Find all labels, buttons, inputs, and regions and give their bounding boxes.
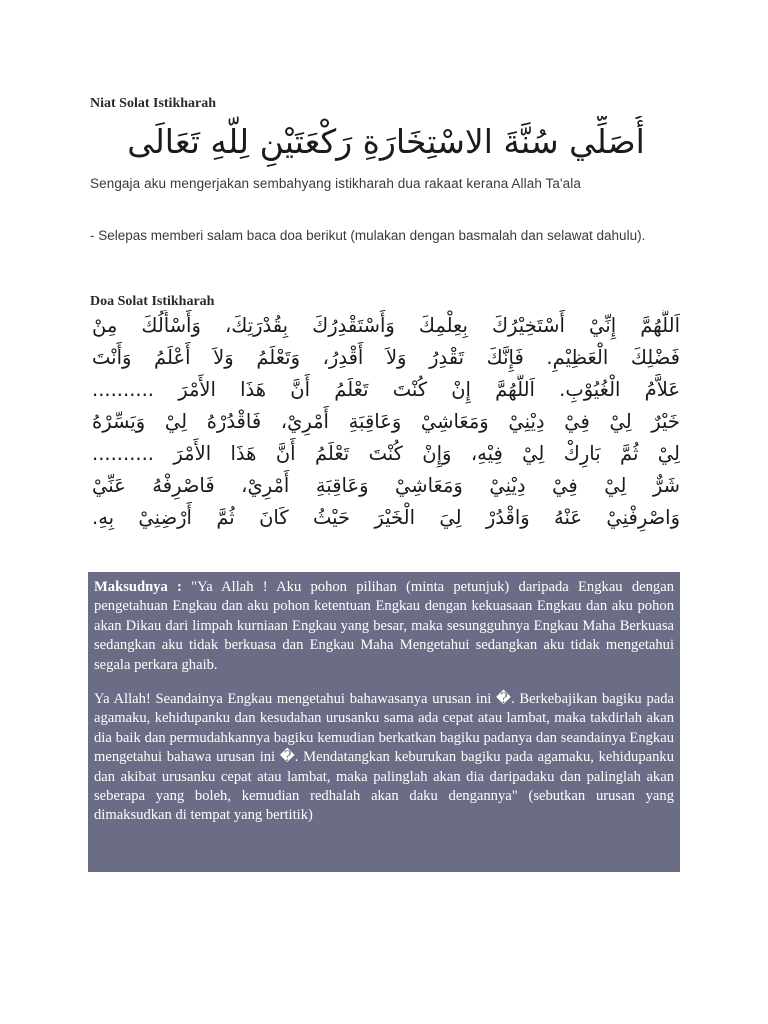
doa-arabic-line: اَللَّهُمَّ إِنِّيْ أَسْتَخِيْرُكَ بِعِلْمِكَ وَأَسْتَقْدِرُكَ بِقُدْرَتِكَ، وَأَسْأَلُكَ مِنْ (92, 314, 680, 337)
niat-heading: Niat Solat Istikharah (90, 96, 217, 111)
doa-arabic-line: عَلاَّمُ الْغُيُوْبِ. اَللَّهُمَّ إِنْ كُنْتَ تَعْلَمُ أَنَّ هَذَا الأَمْرَ .......... (92, 378, 680, 401)
doa-arabic-line: فَضْلِكَ الْعَظِيْمِ. فَإِنَّكَ تَقْدِرُ وَلاَ أَقْدِرُ، وَتَعْلَمُ وَلاَ أَعْلَمُ وَأَنْتَ (92, 346, 680, 369)
doa-arabic-line: خَيْرٌ لِيْ فِيْ دِيْنِيْ وَمَعَاشِيْ وَعَاقِبَةِ أَمْرِيْ، فَاقْدُرْهُ لِيْ وَيَسِّرْهُ (92, 410, 680, 433)
doa-heading: Doa Solat Istikharah (90, 294, 215, 309)
maksud-label: Maksudnya : (94, 579, 182, 595)
doa-arabic-line: شَرٌّ لِيْ فِيْ دِيْنِيْ وَمَعَاشِيْ وَعَاقِبَةِ أَمْرِيْ، فَاصْرِفْهُ عَنِّيْ (92, 474, 680, 497)
doa-instruction: - Selepas memberi salam baca doa berikut (mulakan dengan basmalah dan selawat dahulu). (90, 228, 646, 243)
maksud-box (88, 572, 680, 872)
doa-arabic-line: لِيْ ثُمَّ بَارِكْ لِيْ فِيْهِ، وَإِنْ كُنْتَ تَعْلَمُ أَنَّ هَذَا الأَمْرَ .......... (92, 442, 680, 465)
niat-arabic-text: أُصَلِّي سُنَّةَ الاسْتِخَارَةِ رَكْعَتَيْنِ لِلَّهِ تَعَالَى (127, 122, 645, 161)
maksud-paragraph-1 (94, 578, 674, 675)
maksud-paragraph-2: Ya Allah! Seandainya Engkau mengetahui bahawasanya urusan ini �. Berkebajikan bagiku pada agamaku, kehidupanku dan kesudahan urusanku sama ada cepat atau lambat, maka takdirlah akan dia baik dan permudahkannya bagiku kemudian berkatkan bagiku padanya dan seandainya Engkau mengetahui bahawa urusan ini �. Mendatangkan keburukan bagiku pada agamaku, kehidupanku dan akibat urusanku cepat atau lambat, maka palinglah akan dia daripadaku dan palinglah akan seberapa yang boleh, kemudian redhalah akan daku dengannya" (sebutkan urusan yang dimaksudkan di tempat yang bertitik) (94, 691, 674, 824)
maksud-text-1: "Ya Allah ! Aku pohon pilihan (minta petunjuk) daripada Engkau dengan pengetahuan Engkau dan aku pohon ketentuan Engkau dengan kekuasaan Engkau dan aku pohon akan Dikau dari limpah kurniaan Engkau yang besar, maka sesungguhnya Engkau Maha Berkuasa sedangkan aku tidak berkuasa dan Engkau Maha Mengetahui sedangkan aku tidak mengetahui segala perkara ghaib. (94, 579, 674, 673)
niat-translation: Sengaja aku mengerjakan sembahyang istikharah dua rakaat kerana Allah Ta'ala (90, 176, 581, 191)
doa-arabic-line: وَاصْرِفْنِيْ عَنْهُ وَاقْدُرْ لِيَ الْخَيْرَ حَيْثُ كَانَ ثُمَّ أَرْضِنِيْ بِهِ. (92, 506, 680, 529)
doa-arabic-block (92, 310, 680, 568)
